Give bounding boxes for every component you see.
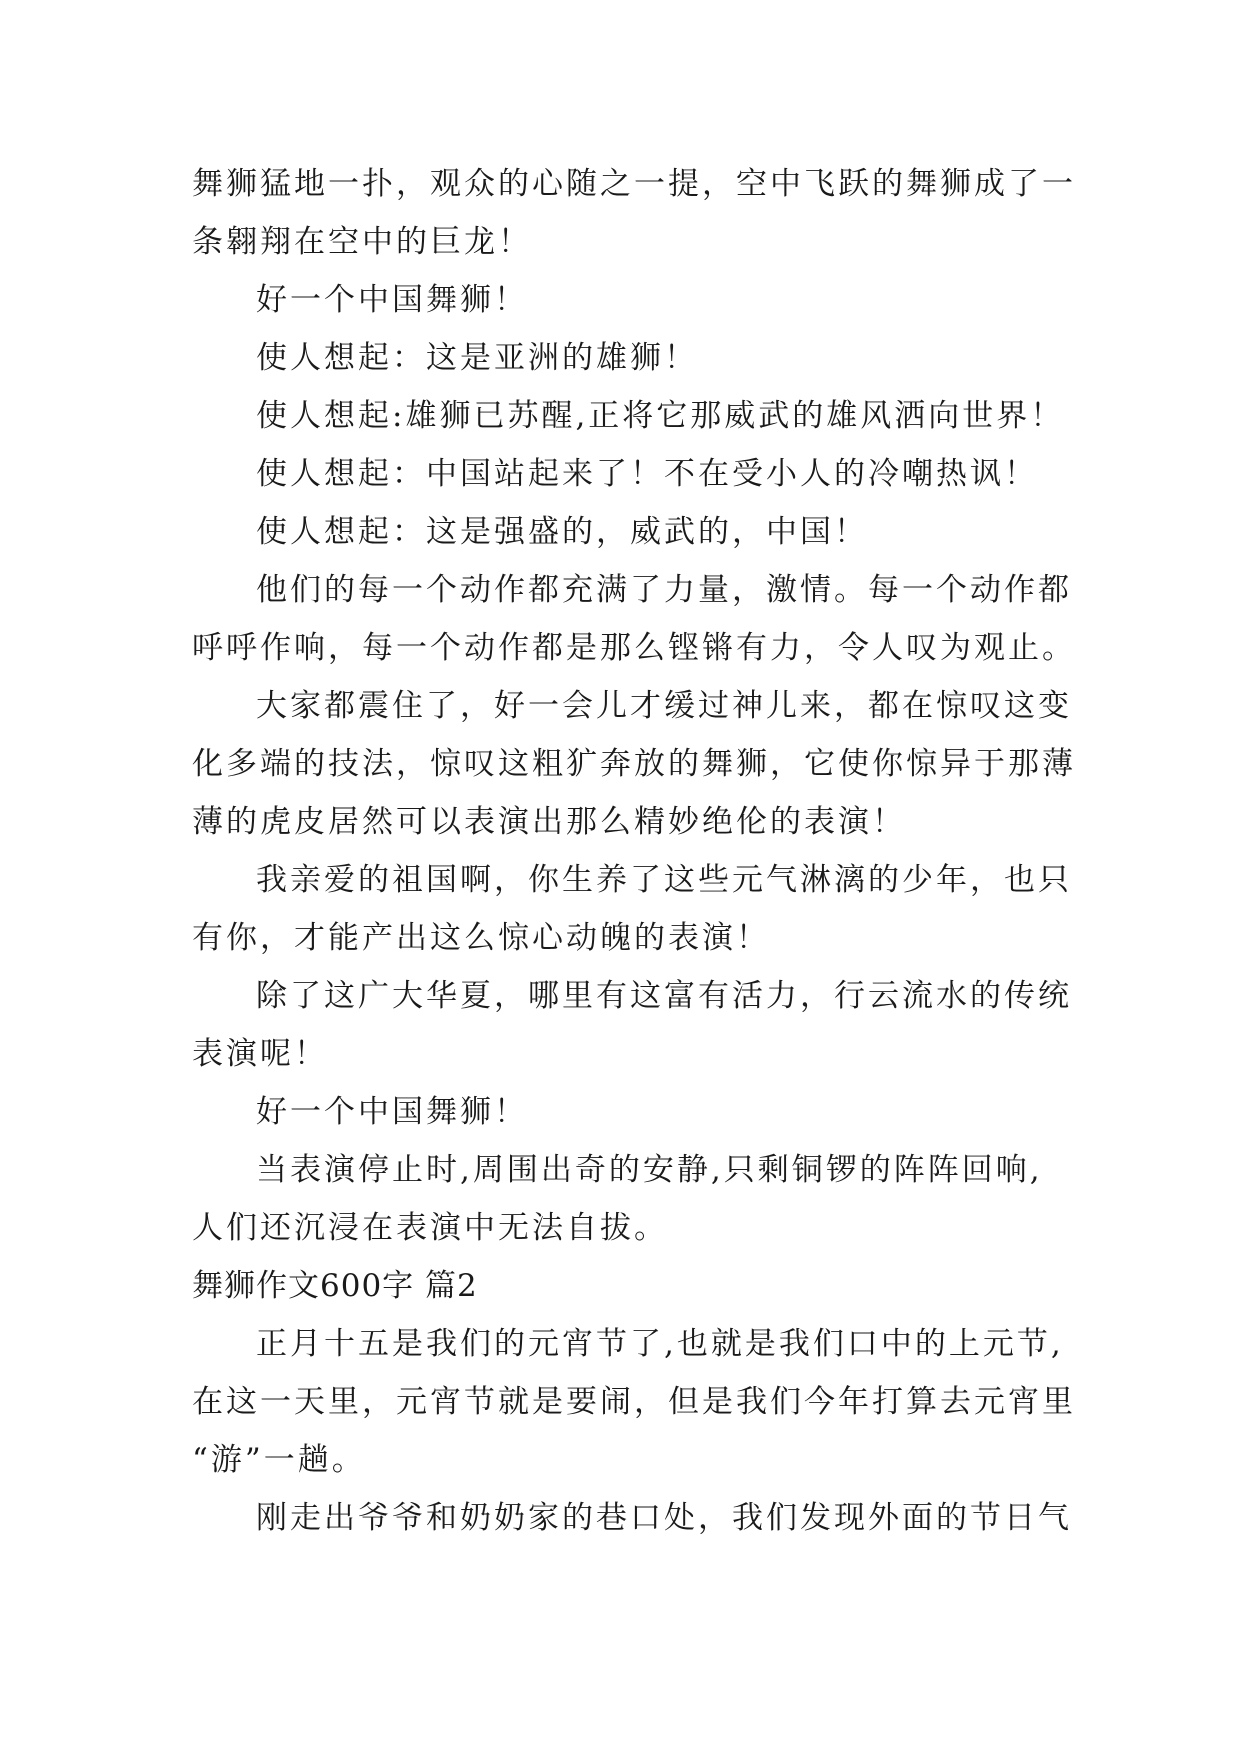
paragraph-line: 条翱翔在空中的巨龙！ (192, 224, 532, 260)
paragraph-line: 使人想起：这是亚洲的雄狮！ (256, 340, 698, 376)
paragraph-line: 我亲爱的祖国啊，你生养了这些元气淋漓的少年，也只 (256, 862, 1072, 898)
paragraph-line: 使人想起：这是强盛的，威武的，中国！ (256, 514, 868, 550)
paragraph-line: 他们的每一个动作都充满了力量，激情。每一个动作都 (256, 572, 1072, 608)
paragraph-line: 当表演停止时,周围出奇的安静,只剩铜锣的阵阵回响, (256, 1152, 1043, 1188)
paragraph-line: 使人想起：中国站起来了！不在受小人的冷嘲热讽！ (256, 456, 1038, 492)
paragraph-line: 表演呢！ (192, 1036, 328, 1072)
paragraph-line: 呼呼作响，每一个动作都是那么铿锵有力，令人叹为观止。 (192, 630, 1076, 666)
section-heading: 舞狮作文600字 篇2 (192, 1268, 478, 1304)
paragraph-line: 使人想起:雄狮已苏醒,正将它那威武的雄风洒向世界！ (256, 398, 1065, 434)
paragraph-line: 除了这广大华夏，哪里有这富有活力，行云流水的传统 (256, 978, 1072, 1014)
paragraph-line: 人们还沉浸在表演中无法自拔。 (192, 1210, 668, 1246)
paragraph-line: 舞狮猛地一扑，观众的心随之一提，空中飞跃的舞狮成了一 (192, 166, 1076, 202)
paragraph-line: 薄的虎皮居然可以表演出那么精妙绝伦的表演！ (192, 804, 906, 840)
paragraph-line: 化多端的技法，惊叹这粗犷奔放的舞狮，它使你惊异于那薄 (192, 746, 1076, 782)
paragraph-line: 好一个中国舞狮！ (256, 282, 528, 318)
paragraph-line: 正月十五是我们的元宵节了,也就是我们口中的上元节, (256, 1326, 1064, 1362)
paragraph-line: 在这一天里，元宵节就是要闹，但是我们今年打算去元宵里 (192, 1384, 1076, 1420)
paragraph-line: 好一个中国舞狮！ (256, 1094, 528, 1130)
paragraph-line: 大家都震住了，好一会儿才缓过神儿来，都在惊叹这变 (256, 688, 1072, 724)
paragraph-line: 有你，才能产出这么惊心动魄的表演！ (192, 920, 770, 956)
paragraph-line: 刚走出爷爷和奶奶家的巷口处，我们发现外面的节日气 (256, 1500, 1072, 1536)
paragraph-line: “游”一趟。 (192, 1442, 366, 1478)
